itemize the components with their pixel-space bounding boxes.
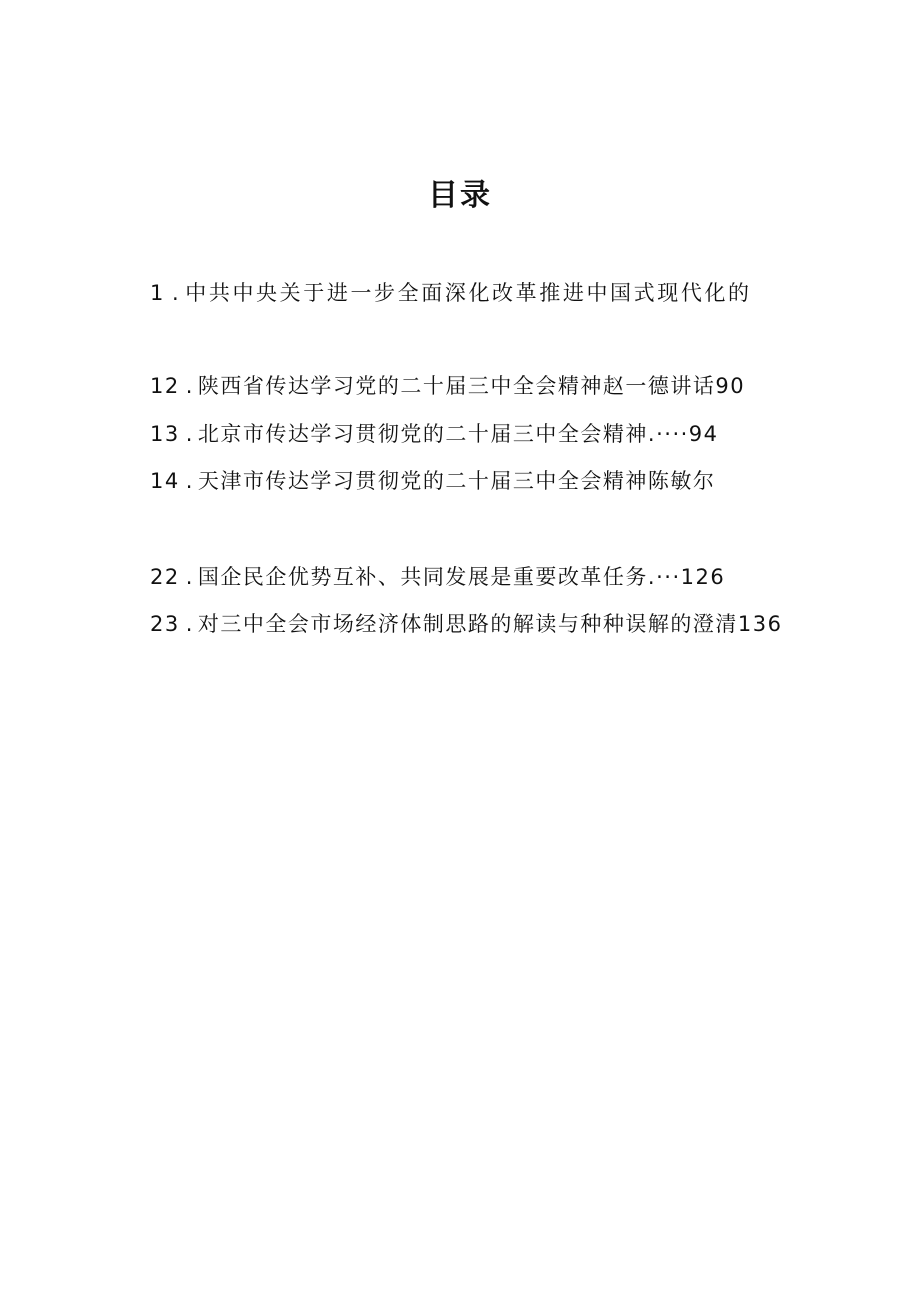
toc-entry-text: 陕西省传达学习党的二十届三中全会精神赵一德讲话90	[197, 374, 746, 398]
toc-entry-number: 14	[150, 469, 180, 493]
toc-entry-text: 对三中全会市场经济体制思路的解读与种种误解的澄清136	[197, 612, 783, 636]
toc-entry-number: 22	[150, 565, 180, 589]
toc-entry	[150, 278, 752, 308]
toc-title: 目录	[428, 178, 492, 213]
toc-entry-text: 中共中央关于进一步全面深化改革推进中国式现代化的	[185, 281, 752, 305]
toc-entry-text: 天津市传达学习贯彻党的二十届三中全会精神陈敏尔	[197, 469, 716, 493]
toc-entry-number: 12	[150, 374, 180, 398]
toc-entry-separator: .	[171, 281, 182, 305]
toc-entry	[150, 609, 783, 639]
toc-entry-text: 国企民企优势互补、共同发展是重要改革任务.···126	[197, 565, 726, 589]
toc-entry-separator: .	[185, 612, 194, 636]
toc-entry	[150, 466, 715, 496]
toc-entry-number: 13	[150, 422, 180, 446]
toc-entry	[150, 371, 745, 401]
toc-entry-separator: .	[185, 469, 194, 493]
toc-entry-separator: .	[185, 565, 194, 589]
toc-entry-number: 23	[150, 612, 180, 636]
toc-entry-text: 北京市传达学习贯彻党的二十届三中全会精神.····94	[197, 422, 719, 446]
toc-entry	[150, 562, 725, 592]
toc-entry-number: 1	[150, 281, 166, 305]
toc-entry-separator: .	[185, 374, 194, 398]
toc-entry-separator: .	[185, 422, 194, 446]
toc-entry	[150, 419, 719, 449]
